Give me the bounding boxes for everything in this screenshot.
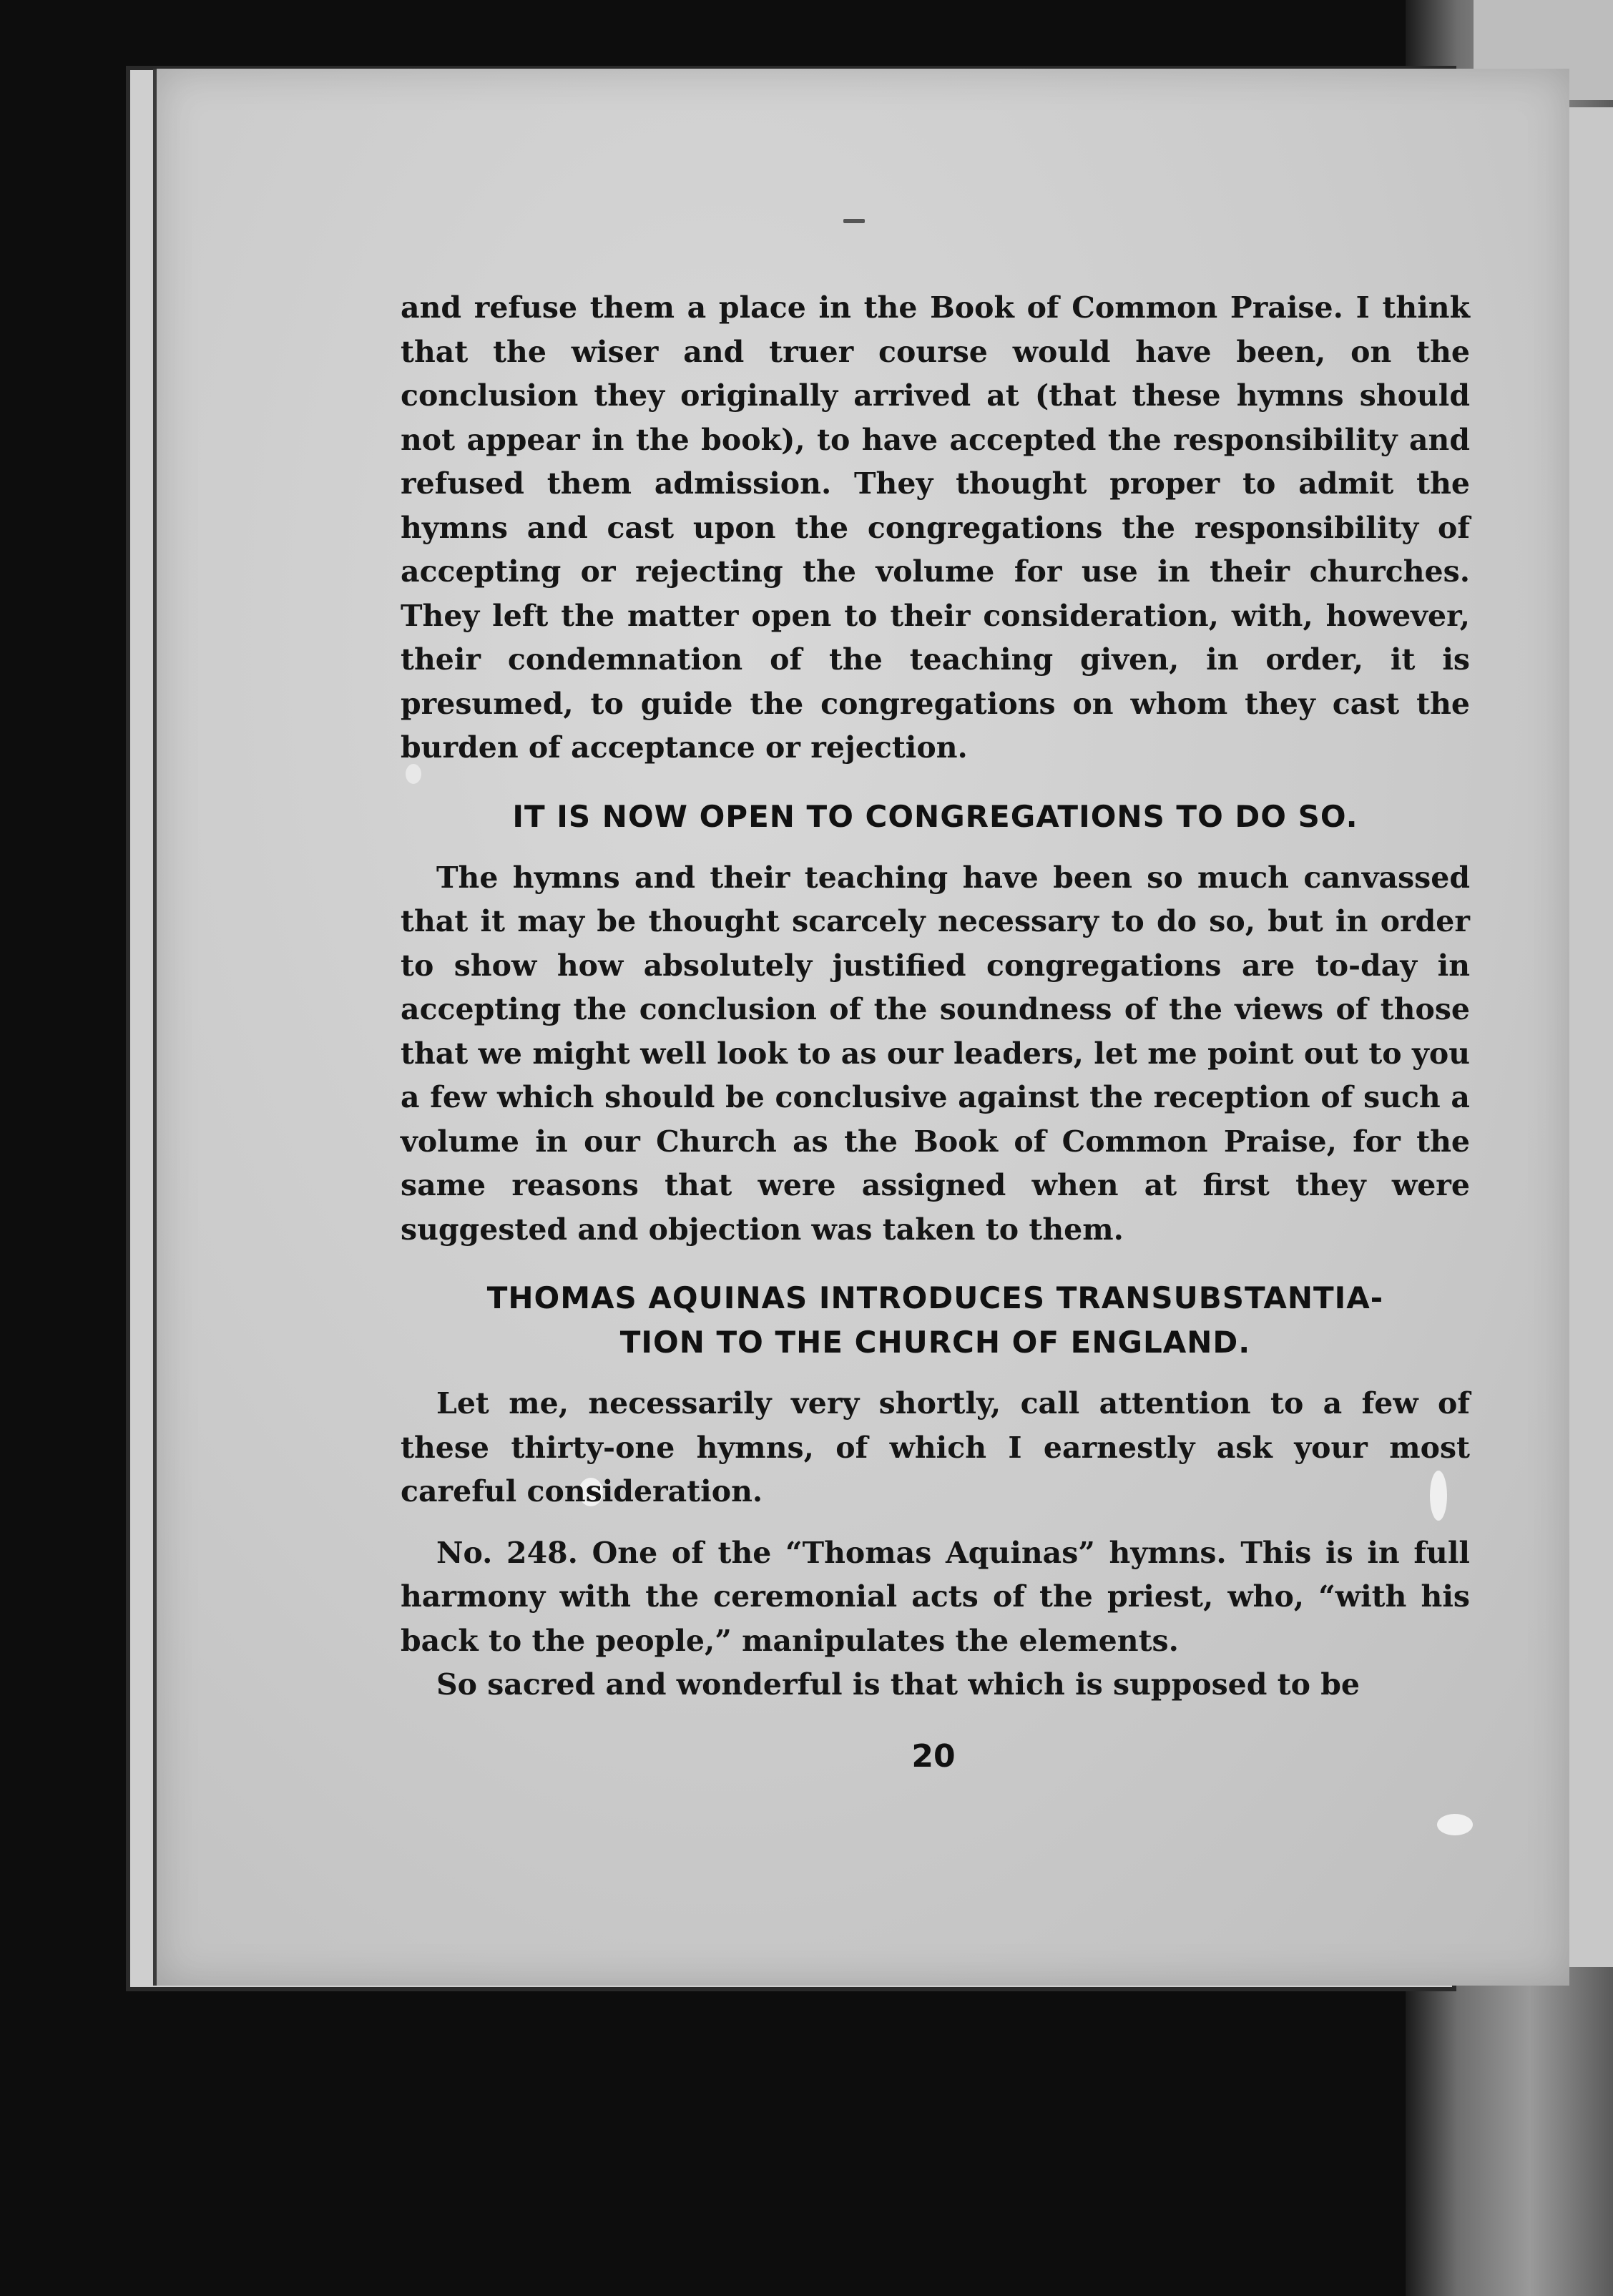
page-text <box>401 286 1470 1707</box>
paragraph-2: The hymns and their teaching have been so much canvassed that it may be thought scarcely necessary to do so, but in order to show how absolutely justified congregations are to-day in accepting the conclusion of the soundness of the views of those that we might well look to as our leaders, let me point out to you a few which should be conclusive against the reception of such a volume in our Church as the Book of Common Praise, for the same reasons that were assigned when at first they were suggested and objection was taken to them. <box>401 860 1470 1247</box>
paragraph-5: So sacred and wonderful is that which is supposed to be <box>436 1667 1360 1702</box>
paragraph-4: No. 248. One of the “Thomas Aquinas” hymns. This is in full harmony with the ceremonial acts of the priest, who, “with his back to the people,” manipulates the elements. <box>401 1535 1470 1658</box>
facing-page-edge <box>1564 107 1613 1967</box>
paper-speck <box>1437 1814 1473 1835</box>
section-heading-open-to-congregations: IT IS NOW OPEN TO CONGREGATIONS TO DO SO. <box>512 798 1358 834</box>
section-heading-aquinas-line-2: TION TO THE CHURCH OF ENGLAND. <box>619 1325 1251 1360</box>
ink-mark <box>843 219 865 223</box>
section-heading-aquinas-line-1: THOMAS AQUINAS INTRODUCES TRANSUBSTANTIA- <box>486 1280 1384 1315</box>
paragraph-3: Let me, necessarily very shortly, call attention to a few of these thirty-one hymns, of which I earnestly ask your most careful consideration. <box>401 1386 1470 1508</box>
paragraph-1: and refuse them a place in the Book of Common Praise. I think that the wiser and truer course would have been, on the conclusion they originally arrived at (that these hymns should not appear in the book), to have accepted the responsibility and refused them admission. They thought proper to admit the hymns and cast upon the congregations the responsibility of accepting or rejecting the volume for use in their churches. They left the matter open to their consideration, with, however, their condemnation of the teaching given, in order, it is presumed, to guide the congregations on whom they cast the burden of acceptance or rejection. <box>401 290 1470 765</box>
page-number: 20 <box>911 1738 956 1775</box>
